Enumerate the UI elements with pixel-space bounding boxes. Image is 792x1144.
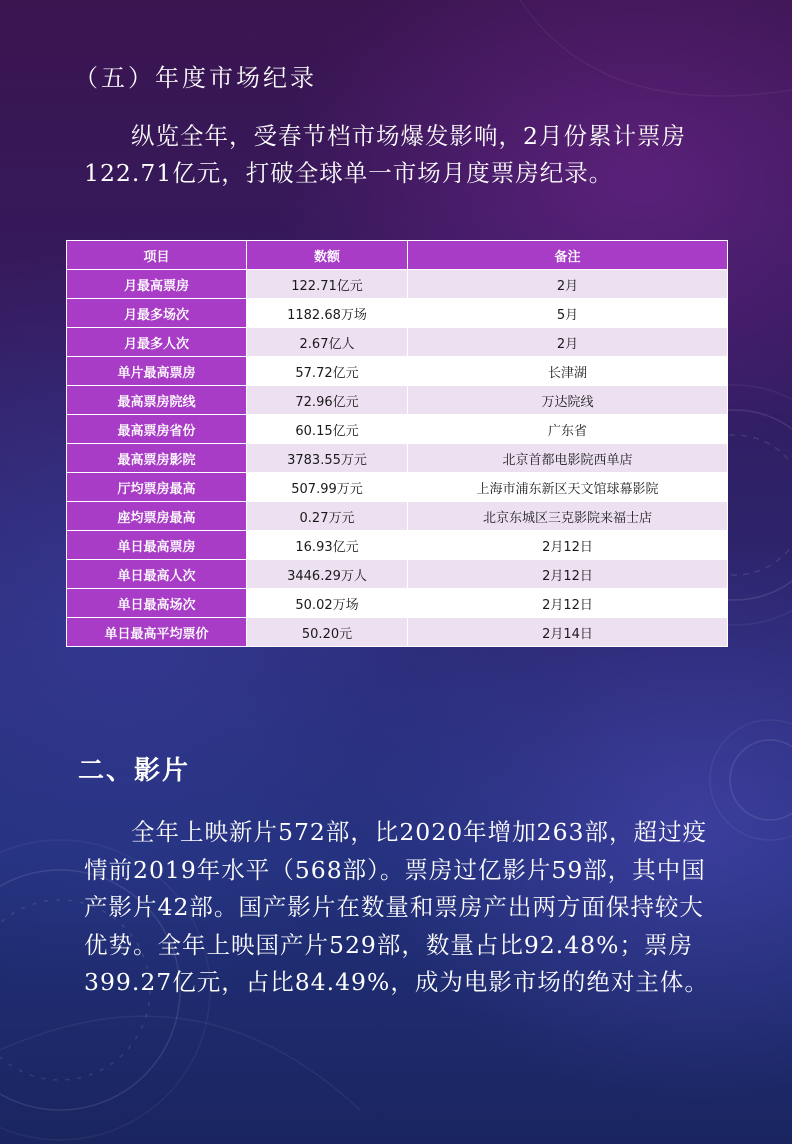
- table-row: [67, 270, 728, 299]
- row-item: 单日最高平均票价: [67, 618, 247, 647]
- row-value: 122.71亿元: [247, 270, 408, 299]
- row-value: 3446.29万人: [247, 560, 408, 589]
- row-value: 1182.68万场: [247, 299, 408, 328]
- row-item: 座均票房最高: [67, 502, 247, 531]
- row-item: 最高票房影院: [67, 444, 247, 473]
- row-item: 月最多场次: [67, 299, 247, 328]
- table-row: [67, 473, 728, 502]
- table-row: [67, 444, 728, 473]
- row-item: 单日最高票房: [67, 531, 247, 560]
- table-row: [67, 415, 728, 444]
- row-note: 5月: [408, 299, 728, 328]
- header-item: 项目: [67, 241, 247, 270]
- table-row: [67, 357, 728, 386]
- section-subtitle: （五）年度市场纪录: [74, 64, 317, 92]
- row-value: 57.72亿元: [247, 357, 408, 386]
- header-note: 备注: [408, 241, 728, 270]
- row-note: 万达院线: [408, 386, 728, 415]
- row-note: 2月14日: [408, 618, 728, 647]
- row-value: 72.96亿元: [247, 386, 408, 415]
- table-row: [67, 328, 728, 357]
- films-paragraph: 全年上映新片572部，比2020年增加263部，超过疫情前2019年水平（568部）。票房过亿影片59部，其中国产影片42部。国产影片在数量和票房产出两方面保持较大优势。全年上映国产片529部，数量占比92.48%；票房399.27亿元，占比84.49%，成为电影市场的绝对主体。: [84, 818, 709, 996]
- row-note: 北京东城区三克影院来福士店: [408, 502, 728, 531]
- row-value: 3783.55万元: [247, 444, 408, 473]
- table-row: [67, 531, 728, 560]
- table-row: [67, 618, 728, 647]
- table-header-row: [67, 241, 728, 270]
- row-item: 单日最高场次: [67, 589, 247, 618]
- row-value: 16.93亿元: [247, 531, 408, 560]
- table-row: [67, 502, 728, 531]
- row-note: 上海市浦东新区天文馆球幕影院: [408, 473, 728, 502]
- annual-records-table: [66, 240, 728, 647]
- row-item: 最高票房院线: [67, 386, 247, 415]
- table-row: [67, 386, 728, 415]
- row-value: 50.02万场: [247, 589, 408, 618]
- row-item: 最高票房省份: [67, 415, 247, 444]
- row-value: 50.20元: [247, 618, 408, 647]
- row-note: 2月12日: [408, 560, 728, 589]
- row-note: 2月12日: [408, 589, 728, 618]
- section-title: 二、影片: [78, 756, 191, 786]
- row-item: 月最多人次: [67, 328, 247, 357]
- intro-paragraph: 纵览全年，受春节档市场爆发影响，2月份累计票房122.71亿元，打破全球单一市场月度票房纪录。: [84, 122, 686, 187]
- table-row: [67, 299, 728, 328]
- row-value: 60.15亿元: [247, 415, 408, 444]
- row-value: 507.99万元: [247, 473, 408, 502]
- row-item: 单日最高人次: [67, 560, 247, 589]
- row-item: 月最高票房: [67, 270, 247, 299]
- row-note: 2月: [408, 270, 728, 299]
- row-item: 厅均票房最高: [67, 473, 247, 502]
- row-item: 单片最高票房: [67, 357, 247, 386]
- row-value: 2.67亿人: [247, 328, 408, 357]
- table-row: [67, 560, 728, 589]
- header-value: 数额: [247, 241, 408, 270]
- row-note: 长津湖: [408, 357, 728, 386]
- table-row: [67, 589, 728, 618]
- row-note: 广东省: [408, 415, 728, 444]
- row-value: 0.27万元: [247, 502, 408, 531]
- row-note: 2月12日: [408, 531, 728, 560]
- row-note: 北京首都电影院西单店: [408, 444, 728, 473]
- row-note: 2月: [408, 328, 728, 357]
